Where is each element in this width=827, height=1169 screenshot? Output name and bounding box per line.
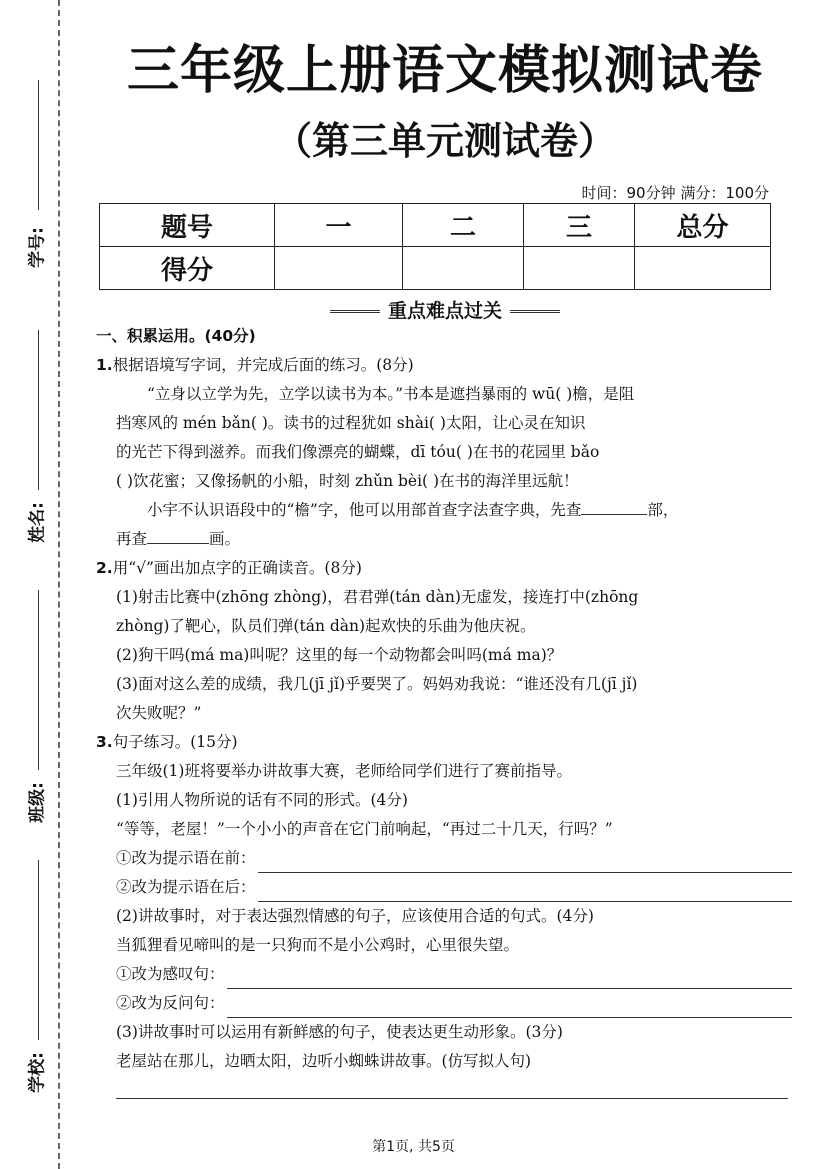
score-table [99, 203, 771, 290]
q1-stroke-line [96, 525, 792, 554]
q1-dictionary-suffix: 部， [647, 501, 679, 519]
banner-left-decoration [330, 310, 380, 313]
score-table-header-row [100, 204, 771, 247]
q3-answer-a1 [96, 844, 792, 873]
q3-b1-input[interactable] [227, 966, 792, 989]
q3-intro: 三年级(1)班将要举办讲故事大赛，老师给同学们进行了赛前指导。 [116, 762, 572, 780]
time-score-info: 时间：90分钟 满分：100分 [581, 184, 769, 202]
side-rule-name [38, 330, 39, 490]
q3-a1-label: ①改为提示语在前： [116, 849, 256, 867]
q3-quote: “等等，老屋！”一个小小的声音在它门前响起，“再过二十几天，行吗？” [116, 820, 613, 838]
q2-item1-line1: (1)射击比赛中(zhōng zhòng)，君君弹(tán dàn)无虚发，接连打中(zhōng [116, 588, 639, 606]
q3-part2: (2)讲故事时，对于表达强烈情感的句子，应该使用合适的句式。(4分) [116, 907, 594, 925]
q3-a2-input[interactable] [258, 879, 792, 902]
score-input-three[interactable] [524, 247, 635, 290]
score-input-two[interactable] [403, 247, 524, 290]
q3-b2-label: ②改为反问句： [116, 994, 225, 1012]
score-input-one[interactable] [275, 247, 403, 290]
side-rule-school [38, 860, 39, 1040]
exam-content [96, 322, 792, 1076]
q1-dictionary-text: 小宇不认识语段中的“檐”字，他可以用部首查字法查字典，先查 [147, 501, 582, 519]
q1-number: 1. [96, 356, 113, 374]
banner-right-decoration [510, 310, 560, 313]
side-label-banji: 班级: [27, 782, 48, 823]
q3-title-text: 句子练习。(15分) [112, 733, 238, 751]
page-title: 三年级上册语文模拟测试卷 [126, 41, 763, 101]
q1-paragraph-line2: 挡寒风的 mén bǎn( )。读书的过程犹如 shài( )太阳，让心灵在知识 [116, 414, 586, 432]
side-label-xuehao: 学号: [27, 227, 48, 268]
side-label-xingming: 姓名: [27, 502, 48, 543]
score-cell-total: 总分 [635, 204, 771, 247]
q1-stroke-suffix: 画。 [209, 530, 241, 548]
q1-stroke-text: 再查 [116, 530, 148, 548]
q2-number: 2. [96, 559, 113, 577]
q3-a2-label: ②改为提示语在后： [116, 878, 256, 896]
q3-answer-b1 [96, 960, 792, 989]
q3-answer-b2 [96, 989, 792, 1018]
q3-b1-label: ①改为感叹句： [116, 965, 225, 983]
banner-text: 重点难点过关 [387, 300, 502, 322]
q3-part3: (3)讲故事时可以运用有新鲜感的句子，使表达更生动形象。(3分) [116, 1023, 563, 1041]
q2-title [96, 554, 792, 583]
side-rule-top [38, 80, 39, 210]
q1-paragraph-line4: ( )饮花蜜；又像扬帆的小船，时刻 zhǔn bèi( )在书的海洋里远航！ [116, 472, 579, 490]
score-input-total[interactable] [635, 247, 771, 290]
q2-item1-line2: zhòng)了靶心，队员们弹(tán dàn)起欢快的乐曲为他庆祝。 [116, 617, 536, 635]
q3-part1: (1)引用人物所说的话有不同的形式。(4分) [116, 791, 408, 809]
q1-paragraph-line3: 的光芒下得到滋养。而我们像漂亮的蝴蝶，dī tóu( )在书的花园里 bǎo [116, 443, 600, 461]
section-banner [280, 296, 610, 323]
q1-paragraph-line1: “立身以立学为先，立学以读书为本。”书本是遮挡暴雨的 wū( )檐，是阻 [147, 385, 635, 403]
q3-sentence2: 当狐狸看见啼叫的是一只狗而不是小公鸡时，心里很失望。 [116, 936, 520, 954]
score-cell-three: 三 [524, 204, 635, 247]
page-footer: 第1页, 共5页 [372, 1139, 455, 1155]
q3-sentence3: 老屋站在那儿，边晒太阳，边听小蜘蛛讲故事。(仿写拟人句) [116, 1052, 532, 1070]
q2-item2: (2)狗干吗(má ma)叫呢？这里的每一个动物都会叫吗(má ma)？ [116, 646, 563, 664]
q3-answer-a2 [96, 873, 792, 902]
q3-a1-input[interactable] [258, 850, 792, 873]
q3-answer-c-line[interactable] [116, 1098, 788, 1099]
score-cell-two: 二 [403, 204, 524, 247]
q3-b2-input[interactable] [227, 995, 792, 1018]
q1-title [96, 351, 792, 380]
page-subtitle: （第三单元测试卷） [273, 119, 616, 163]
q3-number: 3. [96, 733, 113, 751]
section-heading: 一、积累运用。(40分) [96, 327, 256, 345]
q1-dictionary-line [96, 496, 792, 525]
radical-blank[interactable] [581, 496, 647, 515]
q2-item3-line1: (3)面对这么差的成绩，我几(jī jǐ)乎要哭了。妈妈劝我说：“谁还没有几(jī jǐ) [116, 675, 638, 693]
stroke-count-blank[interactable] [147, 525, 209, 544]
side-rule-class [38, 590, 39, 770]
q1-title-text: 根据语境写字词，并完成后面的练习。(8分) [112, 356, 414, 374]
q3-title [96, 728, 792, 757]
q2-item3-line2: 次失败呢？” [116, 704, 202, 722]
score-cell-one: 一 [275, 204, 403, 247]
side-label-xuexiao: 学校: [27, 1052, 48, 1093]
score-cell-label: 题号 [100, 204, 275, 247]
binding-dashed-line [58, 0, 60, 1169]
score-table-score-row [100, 247, 771, 290]
q2-title-text: 用“√”画出加点字的正确读音。(8分) [112, 559, 362, 577]
score-row-label: 得分 [100, 247, 275, 290]
